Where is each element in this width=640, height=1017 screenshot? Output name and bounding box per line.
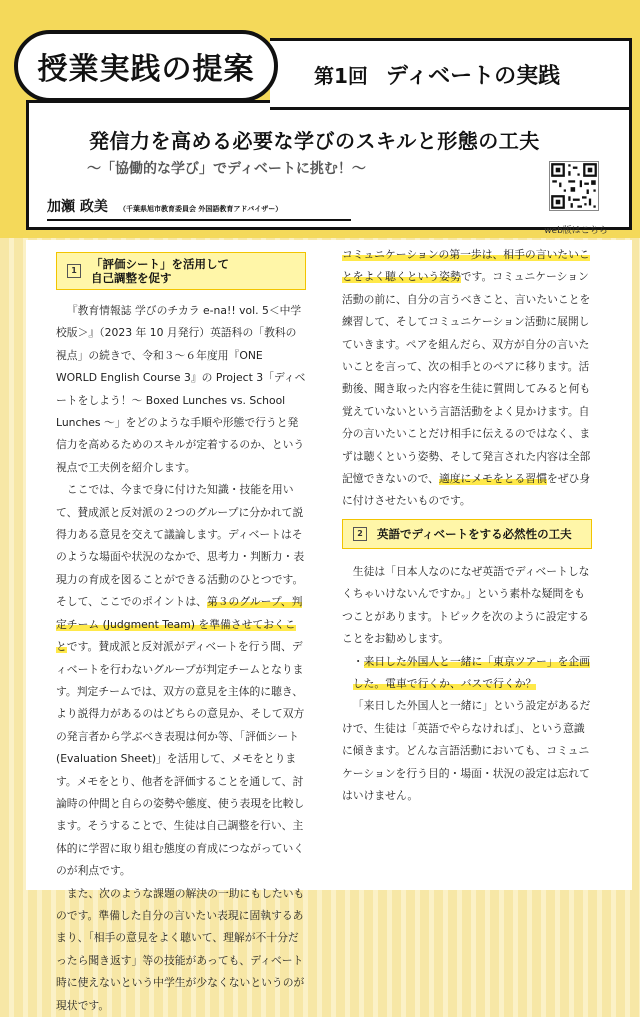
episode-number: 第1回 — [314, 63, 368, 88]
author-name: 加瀬 政美 — [47, 199, 108, 215]
paragraph-3-text-c: をぜひ身に付けさせたいものです。 — [342, 472, 591, 508]
paragraph-3-text-b: です。コミュニケーション活動の前に、自分の言うべきこと、言いたいことを練習して、そしてコミュニケーション活動に展開していきます。ペアを組んだら、双方が自分の言いたいことを言って、次の相手とのペアに移ります。活動後、聞き取った内容を生徒に質問してみると何も覚えていないという言語活動をよく見かけます。自分の言いたいことだけ相手に伝えるのではなく、まずは聴くという姿勢、そして発言された内容は全部記憶できないので、 — [342, 270, 591, 486]
section-2-paragraph-1: 生徒は「日本人なのになぜ英語でディベートしなくちゃいけないんですか。」という素朴な疑問をもつことがあります。トピックを次のように設定することをお勧めします。 — [342, 564, 590, 646]
section-1-paragraph-1: 『教育情報誌 学びのチカラ e-na!! vol. 5＜中学校版＞』（2023 年 10 月発行）英語科の「教科の視点」の続きで、令和３～６年度用『ONE WORLD English Course 3』の Project 3「ディベートをしよう！～ Boxed Lunches vs. School Lunches ～」をどのような手順や形態で行うと発信力を高めるためのスキルが定着するのか、という視点で工夫例を紹介します。 — [56, 304, 306, 474]
section-2-paragraph-2: 「来日した外国人と一緒に」という設定があるだけで、生徒は「英語でやらなければ」、という意識に傾きます。どんな言語活動においても、コミュニケーションを行う目的・場面・状況の設定は忘れてはいけません。 — [342, 699, 591, 802]
section-1-paragraph-2 — [56, 479, 306, 882]
qr-code-icon[interactable] — [549, 161, 599, 211]
section-1-heading-line1: 「評価シート」を活用して — [91, 257, 229, 271]
highlight-tokyo-tour: 来日した外国人と一緒に「東京ツアー」を企画した。電車で行くか、バスで行くか？ — [352, 654, 591, 690]
article-subtitle: ～「協働的な学び」でディベートに挑む！～ — [87, 161, 366, 177]
author-role: （千葉県旭市教育委員会 外国語教育アドバイザー） — [118, 205, 283, 213]
section-1-paragraph-3-continued — [342, 244, 592, 513]
section-2-bullet — [342, 651, 592, 696]
section-1-heading — [56, 252, 306, 290]
episode-box — [270, 38, 632, 110]
author-line — [47, 196, 351, 221]
highlight-note-taking: 適度にメモをとる習慣 — [438, 472, 547, 486]
series-title: 授業実践の提案 — [37, 52, 255, 87]
section-1-heading-line2: 自己調整を促す — [91, 271, 172, 285]
article-title: 発信力を高める必要な学びのスキルと形態の工夫 — [89, 129, 540, 153]
section-1-number: 1 — [67, 264, 81, 278]
web-version-label[interactable]: web版はこちら — [544, 226, 608, 236]
section-2-heading — [342, 519, 592, 549]
highlight-listening-attitude: コミュニケーションの第一歩は、相手の言いたいことをよく聴くという姿勢 — [342, 248, 590, 284]
title-box — [26, 100, 632, 236]
left-column — [56, 252, 306, 1017]
right-column — [342, 244, 592, 807]
bullet-mark: ・ — [352, 654, 364, 668]
section-1-paragraph-3: また、次のような課題の解決の一助にもしたいものです。準備した自分の言いたい表現に固執するあまり、「相手の意見をよく聴いて、理解が不十分だったら聞き返す」等の技能があっても、ディベート時に使えないという中学生が少なくないというのが現状です。 — [56, 886, 305, 1012]
article-body — [26, 240, 632, 1012]
highlight-judgment-team: 第３のグループ、判定チーム (Judgment Team) を準備させておくこと — [56, 595, 303, 654]
paragraph-2-text-b: です。賛成派と反対派がディベートを行う間、ディベートを行わないグループが判定チームとなります。判定チームでは、双方の意見を主体的に聴き、より説得力があるのはどちらの意見か、そして双方の発言者から学ぶべき表現は何か等、「評価シート (Evaluation Sheet)」を活用して、メモをとります。メモをとり、他者を評価することを通して、討論時の仲間と自らの姿勢や態度、使う表現を比較します。そうすることで、生徒は自己調整を行い、主体的に学習に取り組む態度の育成につながっていくのが利点です。 — [56, 640, 305, 878]
paragraph-2-text-a: ここでは、今まで身に付けた知識・技能を用いて、賛成派と反対派の２つのグループに分かれて説得力ある意見を交えて議論します。ディベートはそのような場面や状況のなかで、思考力・判断力・表現力の育成を図ることができる活動のひとつです。そして、ここでのポイントは、 — [56, 483, 305, 609]
section-2-heading-text: 英語でディベートをする必然性の工夫 — [377, 526, 572, 541]
series-title-badge — [14, 30, 278, 102]
episode-title: ディベートの実践 — [385, 63, 561, 89]
section-2-number: 2 — [353, 527, 367, 541]
